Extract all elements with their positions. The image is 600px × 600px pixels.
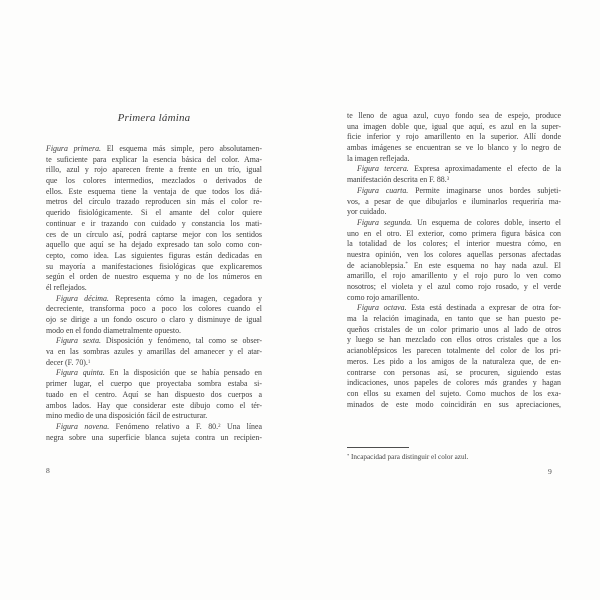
- text-line: rillo, azul y rojo aparecen frente a frente en un trío, igual: [46, 165, 262, 175]
- text-line: ficie inferior y rojo amarillento en la superior. Allí donde: [347, 132, 561, 142]
- text-line: su mayoría a manifestaciones fisiológicas que explicaremos: [46, 261, 262, 271]
- footnote-divider: [347, 447, 409, 448]
- text-line: ces de un círculo así, podrá captarse mejor con los sentidos: [46, 229, 262, 239]
- text-line: con ellos su examen del sujeto. Como muchos de los exa-: [347, 388, 561, 398]
- text-line: meros. Les pido a los amigos de la naturaleza que, de en-: [347, 356, 561, 366]
- text-line: uno en el otro. El exterior, como primera figura básica con: [347, 228, 561, 238]
- text-line: contrarse con personas así, se procuren, siguiendo estas: [347, 367, 561, 377]
- text-line: ma la relación imaginada, en tanto que se han puesto pe-: [347, 314, 561, 324]
- text-line: ambos lados. Hay que considerar este dibujo como el tér-: [46, 400, 262, 410]
- text-line: ellos. Este esquema tiene la ventaja de que todos los diá-: [46, 186, 262, 196]
- text-line: primer lugar, el cuerpo que proyectaba sombra estaba si-: [46, 379, 262, 389]
- text-line: y luego se han mezclado con ellos otros cristales que a los: [347, 335, 561, 345]
- text-line: Figura décima. Representa cómo la imagen, cegadora y: [56, 293, 262, 303]
- text-line: amarillo, el rojo amarillento y el rojo puro lo ven como: [347, 271, 561, 281]
- text-line: la imagen reflejada.: [347, 153, 410, 163]
- text-line: te suficiente para explicar la esencia básica del color. Ama-: [46, 154, 262, 164]
- page-number-left: 8: [46, 466, 50, 475]
- text-line: según el orden de nuestro esquema y no de los números en: [46, 272, 262, 282]
- text-line: Figura quinta. En la disposición que se había pensado en: [56, 368, 263, 378]
- text-line: Figura primera. El esquema más simple, pero absolutamen-: [46, 144, 262, 153]
- text-line: indicaciones, unos papeles de colores más grandes y hagan: [347, 378, 561, 388]
- text-line: como rojo amarillento.: [347, 292, 420, 302]
- text-line: Figura novena. Fenómeno relativo a F. 80.$^2$ Una línea: [56, 421, 262, 431]
- text-line: negra sobre una superficie blanca sujeta contra un recipien-: [46, 432, 262, 442]
- text-line: nosotros; el violeta y el azul como rojo rosado, y el verde: [347, 282, 561, 291]
- text-line: ojo se dirige a un fondo oscuro o claro y disminuye de igual: [46, 315, 262, 324]
- text-line: una imagen doble que, igual que aquí, es azul en la super-: [347, 121, 561, 131]
- chapter-heading: Primera lámina: [117, 112, 191, 124]
- text-line: querido fisiológicamente. Si el amante del color quiere: [46, 208, 262, 218]
- text-line: Figura octava. Esta está destinada a expresar de otra for-: [357, 303, 561, 313]
- text-line: vos, a pesar de que dibujarlos e iluminarlos requeriría ma-: [347, 196, 561, 206]
- text-line: Figura segunda. Un esquema de colores doble, inserto el: [357, 217, 561, 227]
- text-line: queños cristales de un color primario unos al lado de otros: [347, 324, 561, 334]
- text-line: que los colores intermedios, mezclados o derivados de: [46, 176, 262, 186]
- text-line: la totalidad de los colores; el interior muestra cómo, en: [347, 239, 561, 249]
- text-line: Figura tercera. Expresa aproximadamente el efecto de la: [357, 164, 561, 174]
- text-line: tuado en el centro. Aquí se han dispuesto dos cuerpos a: [46, 389, 262, 399]
- text-line: manifestación descrita en F. 88.$^3$: [347, 175, 450, 185]
- footnote: [347, 452, 561, 462]
- text-line: decer (F. 70).$^1$: [46, 357, 91, 367]
- text-line: modo en el fondo diametralmente opuesto.: [46, 325, 181, 335]
- text-line: aquello que aquí se ha dejado expresado tan solo como con-: [46, 240, 262, 250]
- text-line: minados de este modo coincidirán en sus apreciaciones,: [347, 399, 561, 409]
- text-line: te lleno de agua azul, cuyo fondo sea de espejo, produce: [347, 111, 561, 120]
- text-line: yor cuidado.: [347, 207, 387, 217]
- text-line: continuar e ir trazando con cuidado y constancia los mati-: [46, 218, 262, 228]
- text-line: de acianoblepsia.* En este esquema no hay nada azul. El: [347, 260, 561, 270]
- text-line: cepto, como idea. Las siguientes figuras están dedicadas en: [46, 250, 262, 260]
- text-line: él reflejados.: [46, 282, 87, 292]
- text-line: va en las sombras azules y amarillas del amanecer y el atar-: [46, 347, 262, 357]
- text-line: acianoblépsicos les parecen totalmente del color de los pri-: [347, 346, 561, 356]
- text-line: Figura cuarta. Permite imaginarse unos bordes subjeti-: [357, 185, 561, 195]
- text-line: metros del círculo trazado reproducen sin más el color re-: [46, 197, 262, 207]
- text-line: nuestra opinión, ven los colores aquellas personas afectadas: [347, 249, 561, 259]
- text-line: ambas imágenes se encuentran se ve lo blanco y lo negro de: [347, 143, 561, 153]
- text-line: mino medio de una disposición fácil de estructurar.: [46, 411, 208, 421]
- text-line: decreciente, transforma poco a poco los colores cuando el: [46, 304, 262, 314]
- text-line: Figura sexta. Disposición y fenómeno, tal como se obser-: [56, 336, 263, 346]
- page-left-text-column: [46, 144, 262, 443]
- page-number-right: 9: [548, 467, 552, 476]
- page-right-text-column: [347, 111, 561, 410]
- text-line: * Incapacidad para distinguir el color azul.: [347, 453, 469, 461]
